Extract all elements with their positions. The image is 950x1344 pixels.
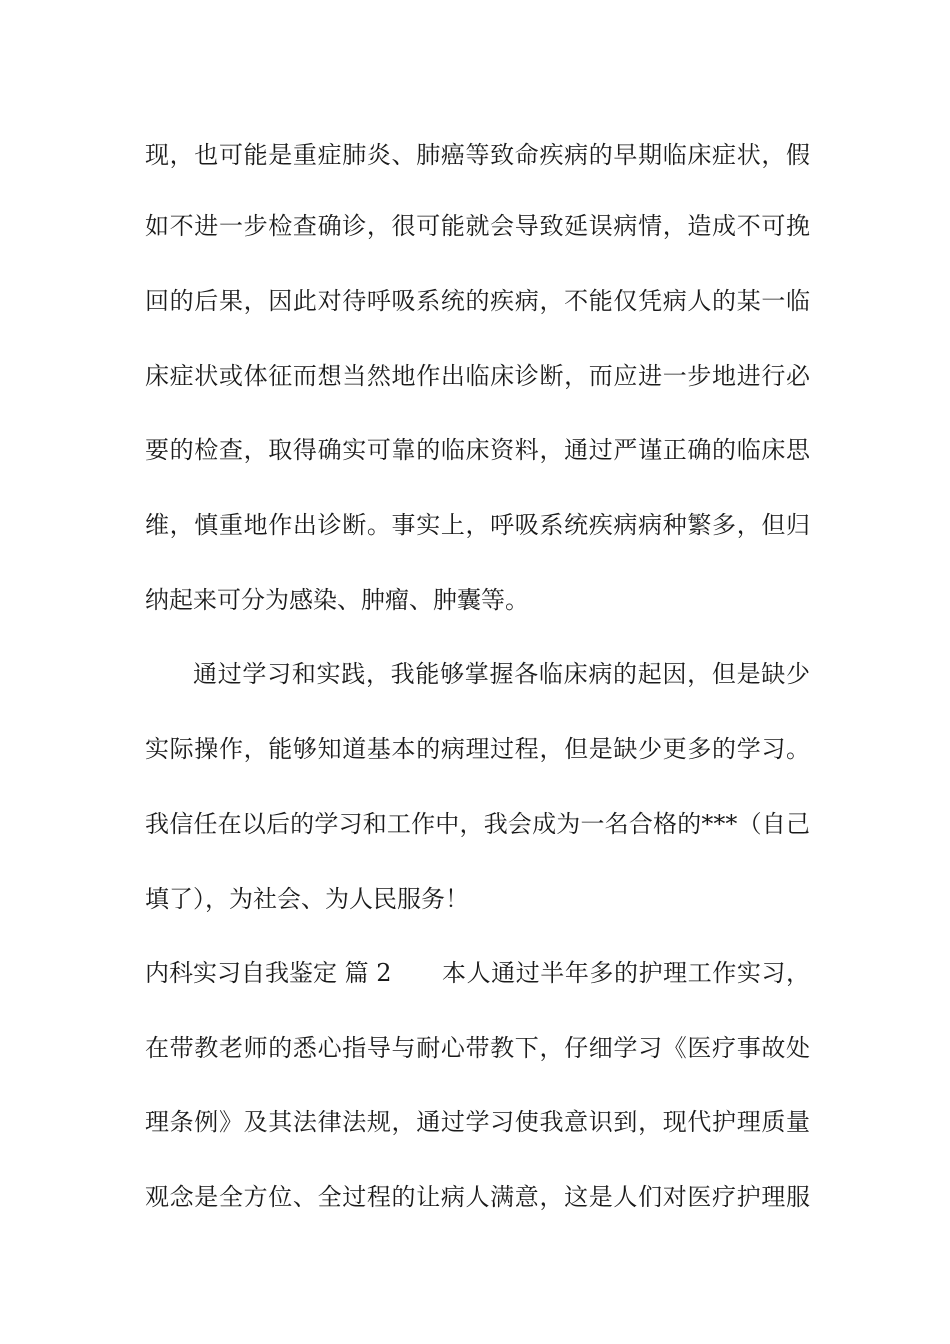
section-2-first-line: 本人通过半年多的护理工作实习，	[442, 959, 810, 987]
paragraph-2-line-4: 填了），为社会、为人民服务！	[145, 885, 469, 913]
paragraph-2-line-1: 通过学习和实践，我能够掌握各临床病的起因，但是缺少	[193, 660, 810, 688]
paragraph-1-line-2: 如不进一步检查确诊，很可能就会导致延误病情，造成不可挽	[145, 212, 810, 240]
paragraph-1-line-3: 回的后果，因此对待呼吸系统的疾病，不能仅凭病人的某一临	[145, 287, 810, 315]
section-2-title: 内科实习自我鉴定 篇 2	[145, 959, 392, 987]
paragraph-1-line-7: 纳起来可分为感染、肿瘤、肿囊等。	[145, 586, 529, 614]
paragraph-1-line-4: 床症状或体征而想当然地作出临床诊断，而应进一步地进行必	[145, 362, 810, 390]
section-2-line-2: 在带教老师的悉心指导与耐心带教下，仔细学习《医疗事故处	[145, 1034, 810, 1062]
paragraph-1-line-6: 维，慎重地作出诊断。事实上，呼吸系统疾病病种繁多，但归	[145, 511, 810, 539]
section-2-line-4: 观念是全方位、全过程的让病人满意，这是人们对医疗护理服	[145, 1183, 810, 1211]
paragraph-2-line-2: 实际操作，能够知道基本的病理过程，但是缺少更多的学习。	[145, 735, 810, 763]
paragraph-1-line-1: 现，也可能是重症肺炎、肺癌等致命疾病的早期临床症状，假	[145, 141, 810, 169]
section-2-line-3: 理条例》及其法律法规，通过学习使我意识到，现代护理质量	[145, 1108, 810, 1136]
paragraph-2-line-3: 我信任在以后的学习和工作中，我会成为一名合格的***（自己	[145, 810, 810, 838]
paragraph-1-line-5: 要的检查，取得确实可靠的临床资料，通过严谨正确的临床思	[145, 436, 810, 464]
section-2-heading-line	[145, 958, 810, 988]
